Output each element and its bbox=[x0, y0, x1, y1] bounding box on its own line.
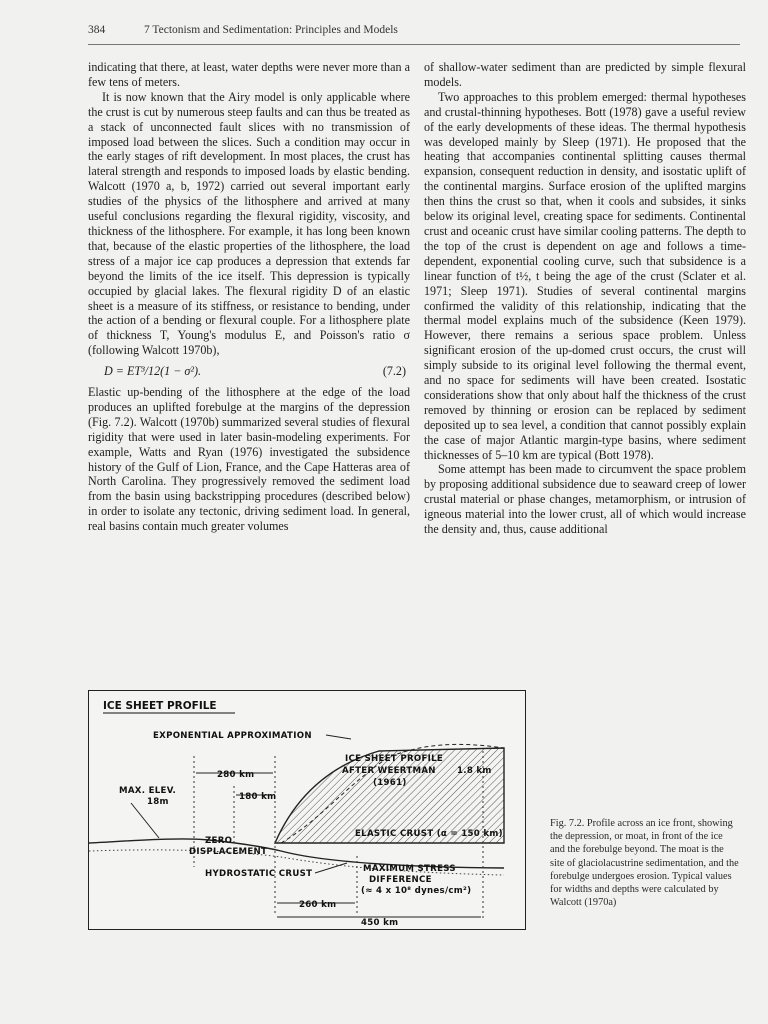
label-thickness: 1.8 km bbox=[457, 766, 492, 776]
right-paragraph-1: of shallow-water sediment than are predicted by simple flexural models. bbox=[424, 60, 746, 89]
label-elastic-crust: ELASTIC CRUST (α = 150 km) bbox=[355, 829, 503, 839]
label-max-stress-1: MAXIMUM STRESS bbox=[363, 864, 456, 874]
running-head bbox=[88, 24, 740, 36]
left-paragraph-2: It is now known that the Airy model is only applicable where the crust is cut by numerous steep faults and can thus be treated as a stack of unconnected fault slices with no transmission of imposed load between the slices. Such a condition may occur in the early stages of rift development. In most places, the crust has lateral strength and responds to imposed loads by elastic bending. Walcott (1970 a, b, 1972) carried out several important early studies of the physics of the lithosphere and arrived at many useful conclusions regarding the flexural rigidity, viscosity, and thickness of the lithosphere. For example, it has long been known that, because of the elastic properties of the lithosphere, the load stress of a major ice cap produces a depression that extends far beyond the limits of the ice itself. This depression is typically occupied by glacial lakes. The flexural rigidity D of an elastic sheet is a measure of its stiffness, or resistance to bending, under the action of a bending or flexural couple. For a lithosphere plate of thickness T, Young's modulus E, and Poisson's ratio σ (following Walcott 1970b), bbox=[88, 89, 410, 358]
ice-sheet-diagram bbox=[89, 691, 525, 929]
page-number: 384 bbox=[88, 24, 106, 36]
caption-label: Fig. 7.2. bbox=[550, 818, 585, 829]
leader-hydrostatic bbox=[315, 863, 347, 873]
label-hydrostatic: HYDROSTATIC CRUST bbox=[205, 869, 313, 879]
label-max-elev-value: 18m bbox=[147, 797, 169, 807]
header-rule bbox=[88, 44, 740, 45]
label-280km: 280 km bbox=[217, 770, 255, 780]
label-weertman-2: AFTER WEERTMAN bbox=[342, 766, 436, 776]
equation-formula: D = ET³/12(1 − σ²). bbox=[104, 364, 202, 379]
right-column bbox=[424, 60, 746, 537]
label-exponential: EXPONENTIAL APPROXIMATION bbox=[153, 731, 312, 741]
figure-caption bbox=[550, 817, 740, 909]
left-paragraph-1: indicating that there, at least, water depths were never more than a few tens of meters. bbox=[88, 60, 410, 89]
leader-exponential bbox=[326, 735, 351, 739]
label-450km: 450 km bbox=[361, 918, 399, 928]
figure-7-2 bbox=[88, 690, 526, 930]
chapter-title: 7 Tectonism and Sedimentation: Principles and Models bbox=[144, 24, 398, 36]
label-max-elev: MAX. ELEV. bbox=[119, 786, 177, 796]
label-180km: 180 km bbox=[239, 792, 277, 802]
label-zero: ZERO bbox=[205, 836, 233, 846]
left-paragraph-3: Elastic up-bending of the lithosphere at the edge of the load produces an uplifted forebulge at the margins of the depression (Fig. 7.2). Walcott (1970b) summarized several studies of flexural rigidity that were used in later basin-modeling experiments. For example, Watts and Ryan (1976) investigated the subsidence history of the Gulf of Lion, France, and the Cape Hatteras area of North Carolina. They progressively removed the sediment load from the basin using backstripping procedures (described below) in order to isolate any tectonic, driving sediment load. In general, real basins contain much greater volumes bbox=[88, 385, 410, 534]
label-weertman-1: ICE SHEET PROFILE bbox=[345, 754, 444, 764]
label-260km: 260 km bbox=[299, 900, 337, 910]
figure-title: ICE SHEET PROFILE bbox=[103, 700, 217, 712]
left-column bbox=[88, 60, 410, 534]
right-paragraph-3: Some attempt has been made to circumvent the space problem by proposing additional subsidence due to seaward creep of lower crustal material or phase changes, metamorphism, or intrusion of igneous material into the lower crust, all of which would increase the density and, thus, cause additional bbox=[424, 462, 746, 537]
label-weertman-3: (1961) bbox=[373, 778, 407, 788]
caption-text: Profile across an ice front, showing the depression, or moat, in front of the ice and the forebulge beyond. The moat is the site of glaciolacustrine sedimentation, and the forebulge undergoes erosion. Typical values for widths and depths were calculated by Walcott (1970a) bbox=[550, 818, 739, 909]
label-max-stress-3: (≈ 4 x 10⁸ dynes/cm²) bbox=[361, 886, 472, 896]
label-zero-displacement: DISPLACEMENT bbox=[189, 847, 268, 857]
label-max-stress-2: DIFFERENCE bbox=[369, 875, 432, 885]
equation-7-2 bbox=[88, 364, 410, 379]
leader-max-elev bbox=[131, 803, 159, 838]
equation-number: (7.2) bbox=[382, 364, 406, 379]
right-paragraph-2: Two approaches to this problem emerged: thermal hypotheses and crustal-thinning hypotheses. Bott (1978) gave a useful review of the early developments of these ideas. The thermal hypothesis was developed mainly by Sleep (1971). He proposed that the heating that accompanies continental splitting causes thermal expansion, consequent reduction in density, and isostatic uplift of the continental margins. Surface erosion of the uplifted margins then thins the crust so that, when it cools and subsides, it sinks below its original level, creating space for sediments. Continental crust and oceanic crust have similar cooling patterns. The depth to the top of the crust is dependent on age and follows a time-dependent, exponential cooling curve, such that subsidence is a linear function of t½, t being the age of the crust (Sclater et al. 1971; Sleep 1971). Studies of several continental margins confirmed the validity of this relationship, indicating that the thermal model explains much of the subsidence (Keen 1979). However, there remains a serious space problem. Unless significant erosion of the up-domed crust occurs, the crust will simply subside to its original level following the thermal event, and no space for sediments will have been created. Isostatic considerations show that only about half the thickness of the crust removed by thinning or erosion can be replaced by sediment deposited up to sea level, a condition that cannot possibly explain the case of major Atlantic margin-type basins, where sediment thicknesses of 5–10 km are typical (Bott 1978). bbox=[424, 89, 746, 462]
